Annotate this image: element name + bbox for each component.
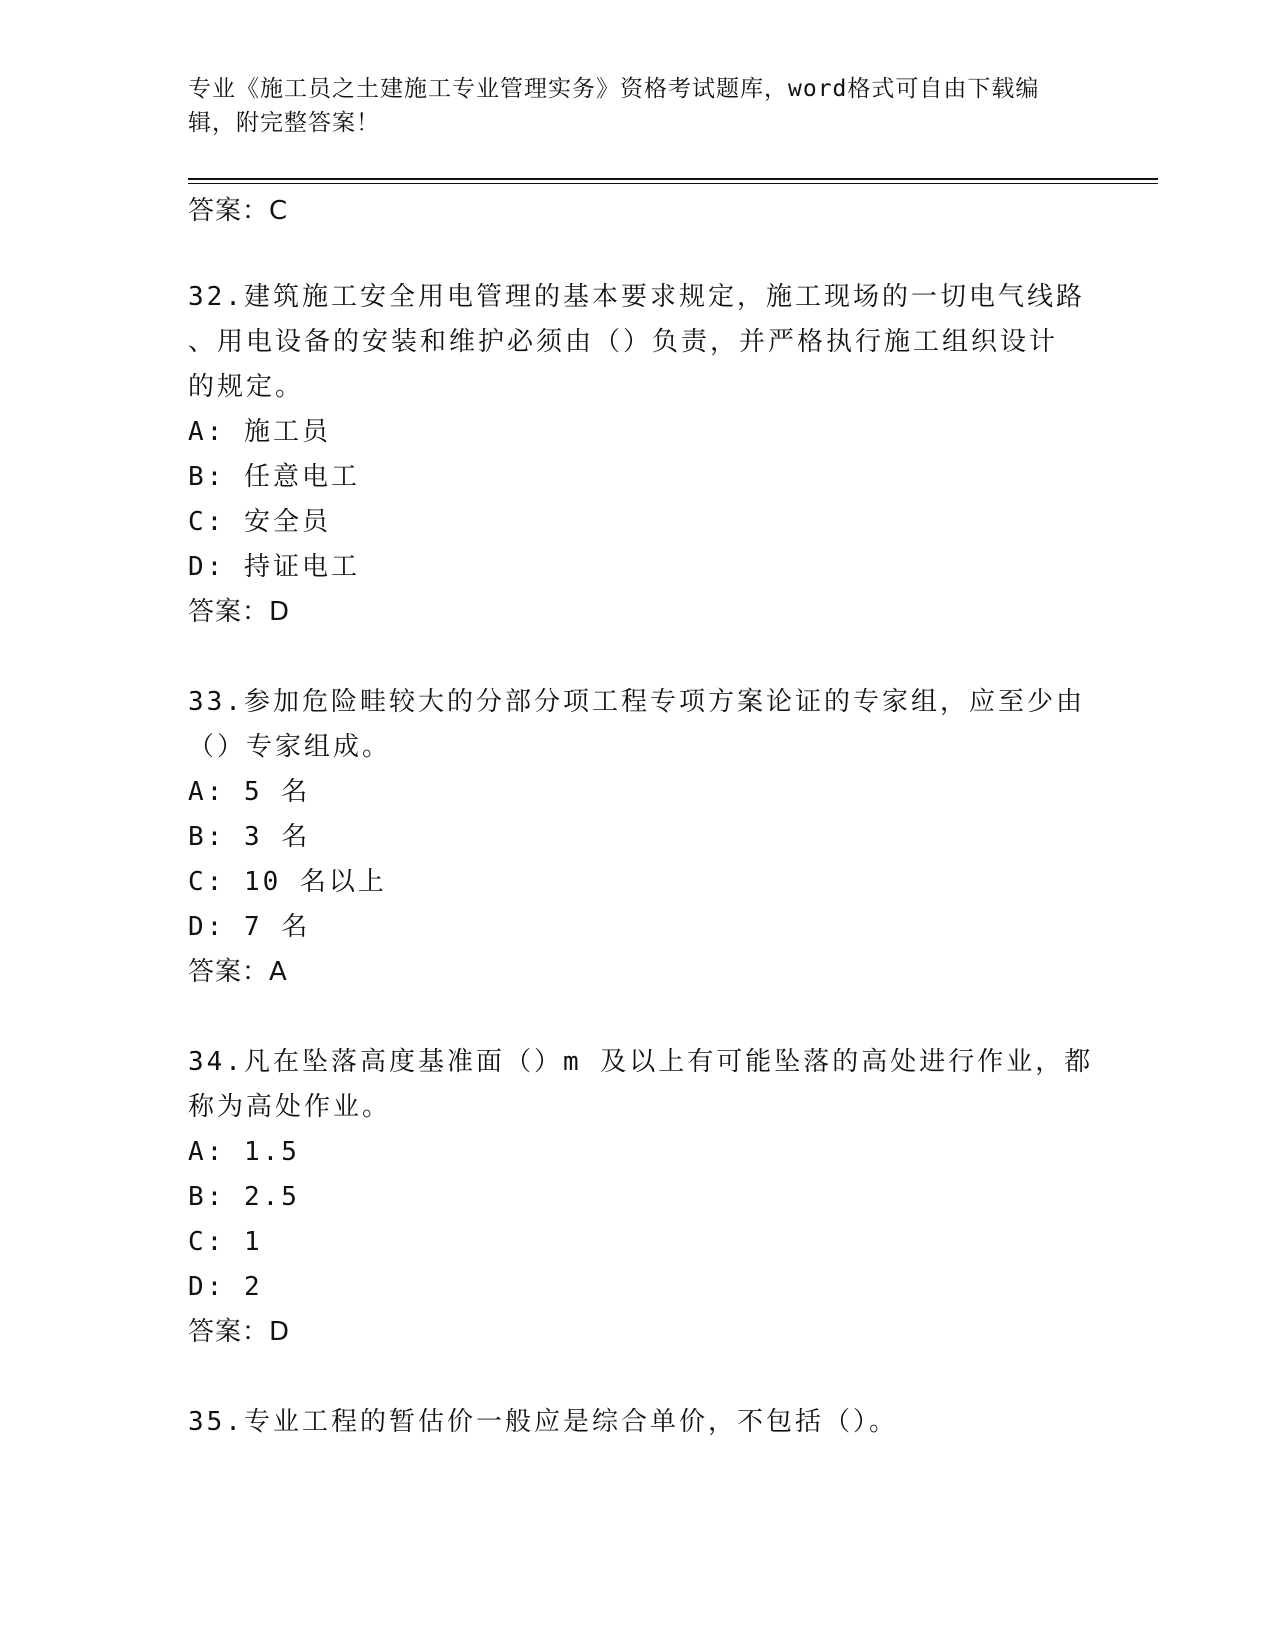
document-header: 专业《施工员之土建施工专业管理实务》资格考试题库，word格式可自由下载编辑，附完整答案！ xyxy=(188,76,1040,136)
question-33-line-2: （）专家组成。 xyxy=(188,732,392,762)
question-32-line-3: 的规定。 xyxy=(188,372,305,402)
question-34-option-d: D: 2 xyxy=(188,1272,263,1302)
question-34-line-1: 34.凡在坠落高度基准面（）m 及以上有可能坠落的高处进行作业，都 xyxy=(188,1047,1094,1077)
question-34-line-2: 称为高处作业。 xyxy=(188,1092,392,1122)
question-35-line-1: 35.专业工程的暂估价一般应是综合单价，不包括（）。 xyxy=(188,1407,898,1437)
question-33-option-a: A: 5 名 xyxy=(188,777,311,807)
question-33-option-c: C: 10 名以上 xyxy=(188,867,387,897)
question-32-option-d: D: 持证电工 xyxy=(188,552,360,582)
question-33-answer: 答案：A xyxy=(188,957,288,987)
question-32-line-2: 、用电设备的安装和维护必须由（）负责，并严格执行施工组织设计 xyxy=(188,327,1059,357)
question-32-option-c: C: 安全员 xyxy=(188,507,331,537)
header-divider-thin xyxy=(188,183,1158,184)
question-32-option-a: A: 施工员 xyxy=(188,417,331,447)
question-34-option-c: C: 1 xyxy=(188,1227,263,1257)
question-34-answer: 答案：D xyxy=(188,1317,291,1347)
question-33-option-b: B: 3 名 xyxy=(188,822,311,852)
question-33-line-1: 33.参加危险畦较大的分部分项工程专项方案论证的专家组，应至少由 xyxy=(188,687,1085,717)
question-34-option-b: B: 2.5 xyxy=(188,1182,300,1212)
question-33-option-d: D: 7 名 xyxy=(188,912,311,942)
answer-previous: 答案：C xyxy=(188,196,289,226)
question-32-answer: 答案：D xyxy=(188,597,291,627)
question-32-option-b: B: 任意电工 xyxy=(188,462,360,492)
header-divider-thick xyxy=(188,178,1158,180)
question-32-line-1: 32.建筑施工安全用电管理的基本要求规定，施工现场的一切电气线路 xyxy=(188,282,1085,312)
question-34-option-a: A: 1.5 xyxy=(188,1137,300,1167)
